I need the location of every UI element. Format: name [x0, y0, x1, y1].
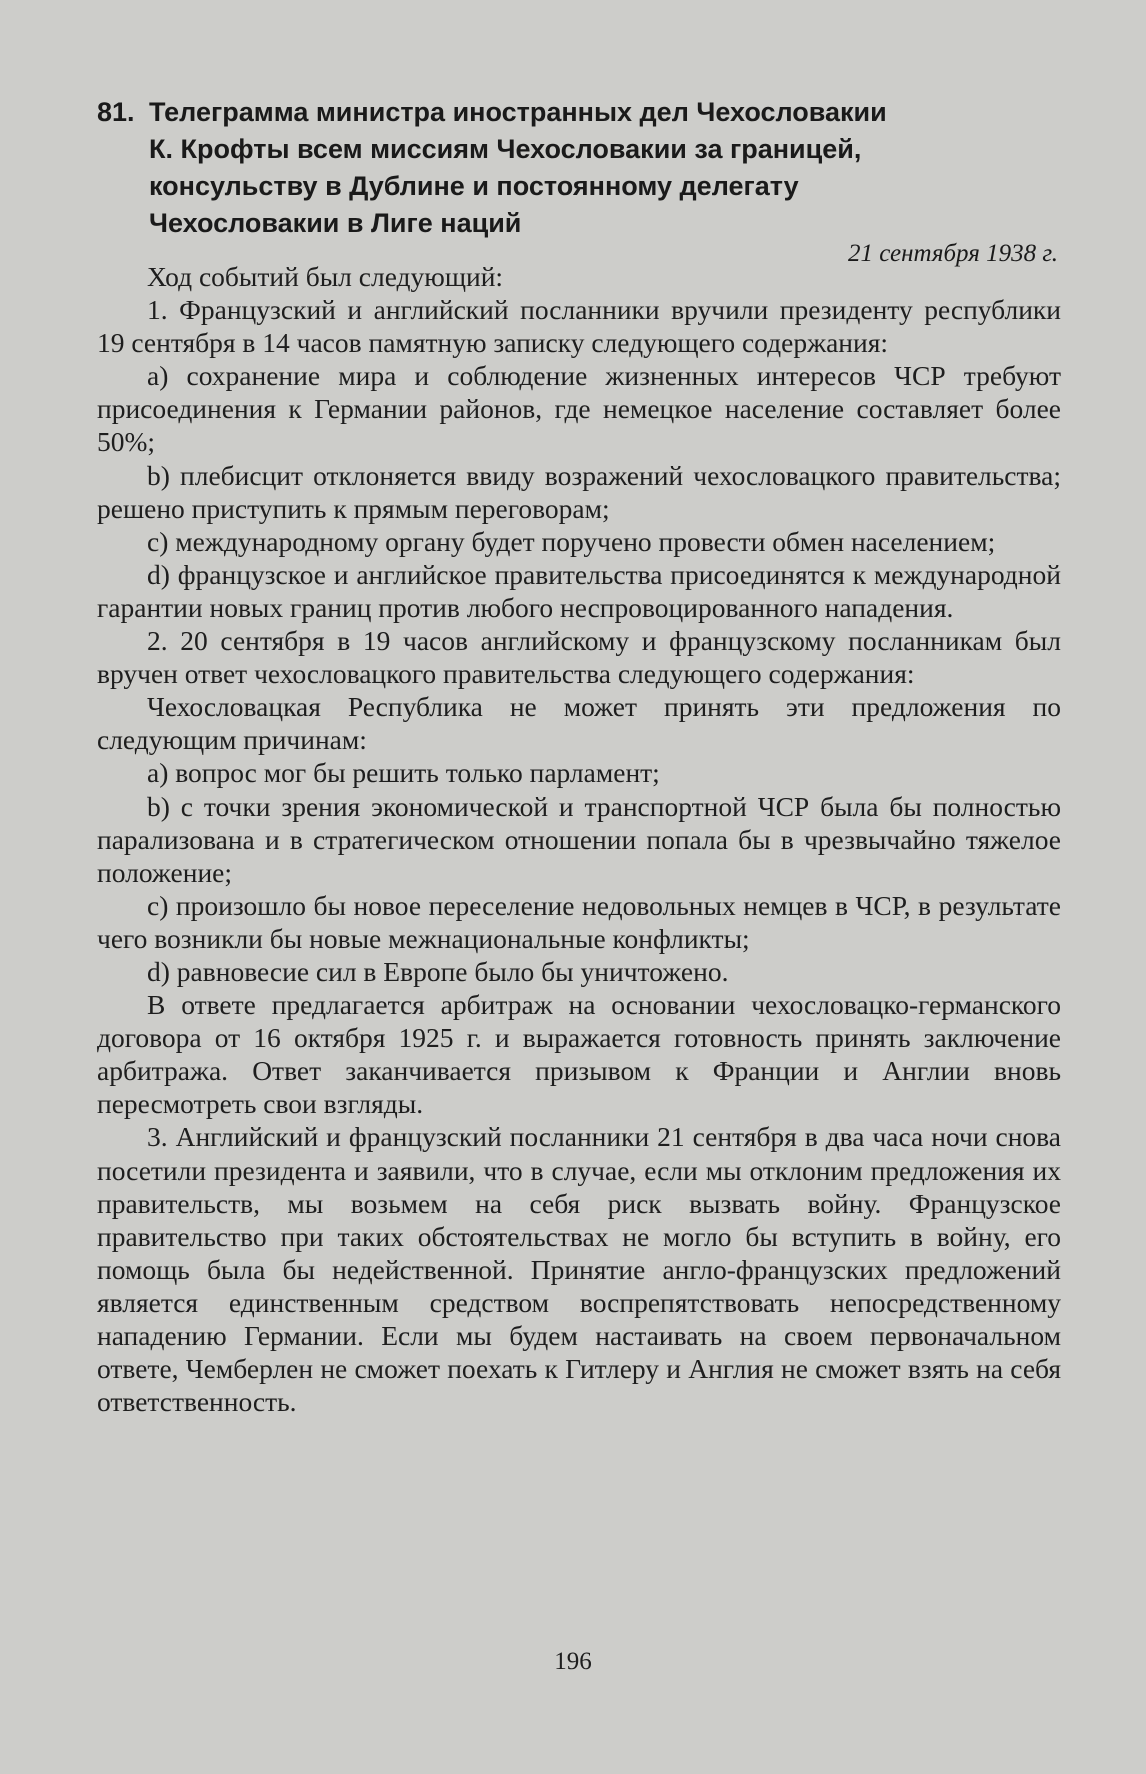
paragraph: b) с точки зрения экономической и транспортной ЧСР была бы полностью парализована и в стратегическом отношении попала бы в чрезвычайно тяжелое положение; — [97, 790, 1061, 888]
heading-line: Чехословакии в Лиге наций — [149, 208, 522, 238]
paragraph: 1. Французский и английский посланники вручили президенту республики 19 сентября в 14 часов памятную записку следующего содержания: — [97, 294, 1061, 359]
paragraph: c) международному органу будет поручено провести обмен населением; — [147, 525, 996, 557]
document-heading — [97, 94, 997, 242]
paragraph: Ход событий был следующий: — [147, 261, 504, 292]
paragraph: В ответе предлагается арбитраж на основании чехословацко-германского договора от 16 октября 1925 г. и выражается готовность принять заключение арбитража. Ответ заканчивается призывом к Франции и Англии вновь пересмотреть свои взгляды. — [97, 989, 1061, 1120]
heading-line — [97, 94, 997, 131]
paragraph: a) вопрос мог бы решить только парламент; — [147, 757, 660, 789]
document-body — [97, 260, 1061, 1418]
document-number: 81. — [97, 97, 135, 127]
paragraph: b) плебисцит отклоняется ввиду возражений чехословацкого правительства; решено приступить к прямым переговорам; — [97, 459, 1061, 524]
page-number: 196 — [554, 1648, 592, 1675]
paragraph: c) произошло бы новое переселение недовольных немцев в ЧСР, в результате чего возникли бы новые межнациональные конфликты; — [97, 889, 1061, 954]
paragraph: 2. 20 сентября в 19 часов английскому и французскому посланникам был вручен ответ чехословацкого правительства следующего содержания: — [97, 625, 1061, 690]
paragraph: 3. Английский и французский посланники 21 сентября в два часа ночи снова посетили президента и заявили, что в случае, если мы отклоним предложения их правительств, мы возьмем на себя риск вызвать войну. Французское правительство при таких обстоятельствах не могло бы вступить в войну, его помощь была бы недейственной. Принятие англо-французских предложений является единственным средством воспрепятствовать непосредственному нападению Германии. Если мы будем настаивать на своем первоначальном ответе, Чемберлен не сможет поехать к Гитлеру и Англия не сможет взять на себя ответственность. — [97, 1121, 1061, 1418]
heading-line: консульству в Дублине и постоянному делегату — [149, 171, 799, 201]
document-date: 21 сентября 1938 г. — [847, 240, 1058, 267]
paragraph: d) французское и английское правительства присоединятся к международной гарантии новых границ против любого неспровоцированного нападения. — [97, 558, 1061, 623]
paragraph: a) сохранение мира и соблюдение жизненных интересов ЧСР требуют присоединения к Германии районов, где немецкое население составляет более 50%; — [97, 360, 1061, 458]
heading-line: К. Крофты всем миссиям Чехословакии за границей, — [149, 134, 862, 164]
heading-line-text: Телеграмма министра иностранных дел Чехословакии — [149, 97, 887, 127]
paragraph: d) равновесие сил в Европе было бы уничтожено. — [147, 955, 729, 987]
paragraph: Чехословацкая Республика не может принять эти предложения по следующим причинам: — [97, 691, 1061, 756]
